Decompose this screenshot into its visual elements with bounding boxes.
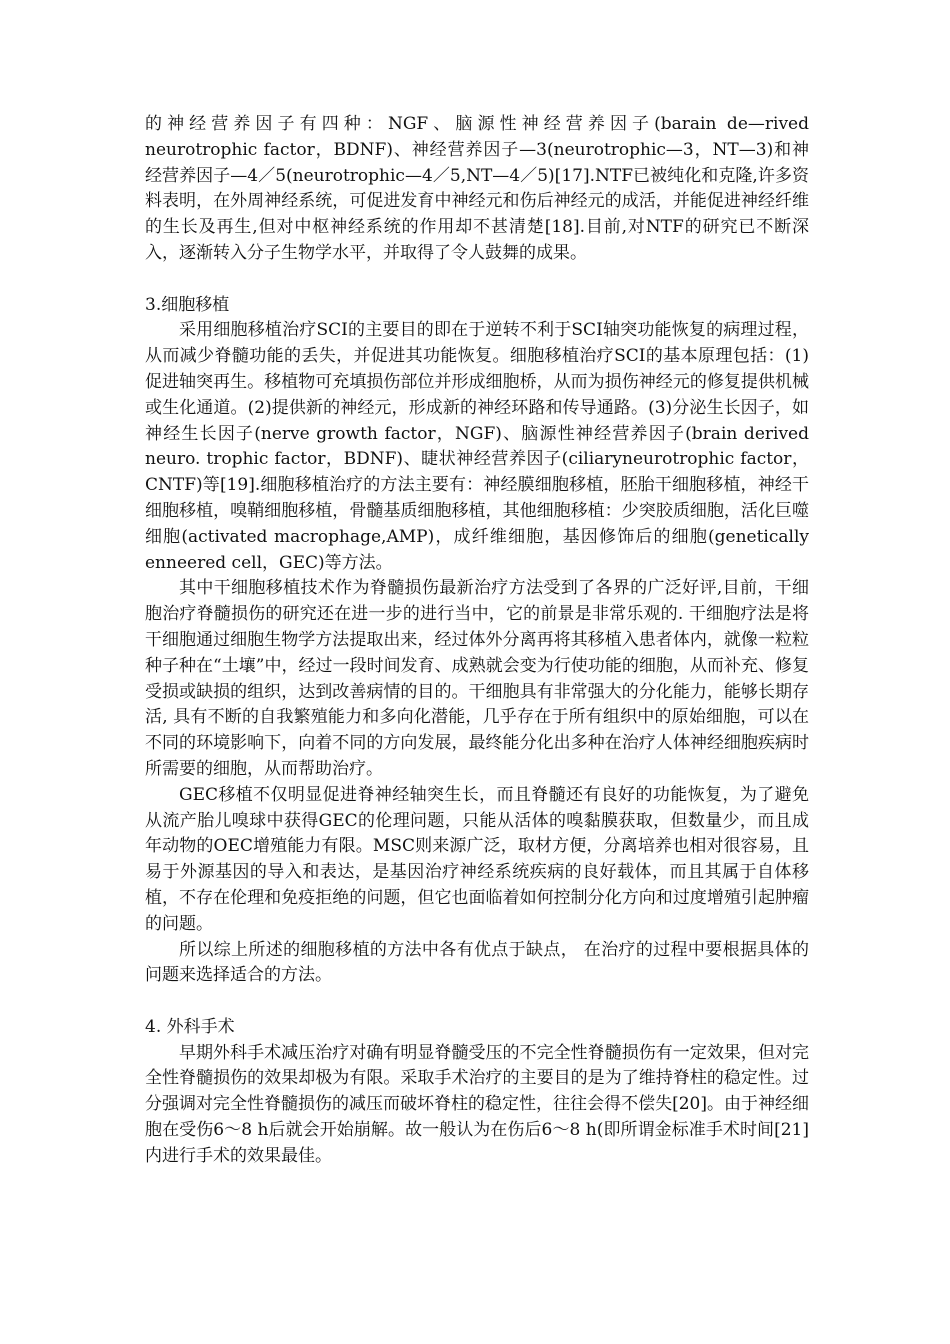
- section-gap: [145, 267, 809, 293]
- section-4-paragraph-1: 早期外科手术减压治疗对确有明显脊髓受压的不完全性脊髓损伤有一定效果，但对完全性脊髓损伤的效果却极为有限。采取手术治疗的主要目的是为了维持脊柱的稳定性。过分强调对完全性脊髓损伤的减压而破坏脊柱的稳定性，往往会得不偿失[20]。由于神经细胞在受伤6～8 h后就会开始崩解。故一般认为在伤后6～8 h(即所谓金标准手术时间[21]内进行手术的效果最佳。: [145, 1042, 809, 1166]
- section-3-paragraph-3: GEC移植不仅明显促进脊神经轴突生长，而且脊髓还有良好的功能恢复，为了避免从流产胎儿嗅球中获得GEC的伦理问题，只能从活体的嗅黏膜获取，但数量少，而且成年动物的OEC增殖能力有限。MSC则来源广泛，取材方便，分离培养也相对很容易，且易于外源基因的导入和表达，是基因治疗神经系统疾病的良好载体，而且其属于自体移植，不存在伦理和免疫拒绝的问题，但它也面临着如何控制分化方向和过度增殖引起肿瘤的问题。: [145, 784, 809, 934]
- section-3-paragraph-4: 所以综上所述的细胞移植的方法中各有优点于缺点， 在治疗的过程中要根据具体的问题来选择适合的方法。: [145, 939, 809, 986]
- section-3-heading: 3.细胞移植: [145, 294, 230, 315]
- section-3-paragraph-2: 其中干细胞移植技术作为脊髓损伤最新治疗方法受到了各界的广泛好评,目前，干细胞治疗脊髓损伤的研究还在进一步的进行当中，它的前景是非常乐观的. 干细胞疗法是将干细胞通过细胞生物学方法提取出来，经过体外分离再将其移植入患者体内，就像一粒粒种子种在“土壤”中，经过一段时间发育、成熟就会变为行使功能的细胞，从而补充、修复受损或缺损的组织，达到改善病情的目的。干细胞具有非常强大的分化能力，能够长期存活, 具有不断的自我繁殖能力和多向化潜能，几乎存在于所有组织中的原始细胞，可以在不同的环境影响下，向着不同的方向发展，最终能分化出多种在治疗人体神经细胞疾病时所需要的细胞，从而帮助治疗。: [145, 578, 809, 779]
- section-gap: [145, 989, 809, 1015]
- document-page: [145, 112, 809, 1170]
- section-3-paragraph-1: 采用细胞移植治疗SCI的主要目的即在于逆转不利于SCI轴突功能恢复的病理过程，从而减少脊髓功能的丢失，并促进其功能恢复。细胞移植治疗SCI的基本原理包括：(1)促进轴突再生。移植物可充填损伤部位并形成细胞桥，从而为损伤神经元的修复提供机械或生化通道。(2)提供新的神经元，形成新的神经环路和传导通路。(3)分泌生长因子，如神经生长因子(nerve growth factor，NGF)、脑源性神经营养因子(brain derived neuro. trophic factor，BDNF)、睫状神经营养因子(ciliaryneurotrophic factor，CNTF)等[19].细胞移植治疗的方法主要有：神经膜细胞移植，胚胎干细胞移植，神经干细胞移植，嗅鞘细胞移植，骨髓基质细胞移植，其他细胞移植：少突胶质细胞，活化巨噬细胞(activated macrophage,AMP)，成纤维细胞，基因修饰后的细胞(genetically enneered cell，GEC)等方法。: [145, 320, 809, 573]
- intro-paragraph: 的神经营养因子有四种：NGF、脑源性神经营养因子(barain de—rived neurotrophic factor，BDNF)、神经营养因子—3(neurotrophic—3，NT—3)和神经营养因子—4／5(neurotrophic—4／5,NT—4／5)[17].NTF已被纯化和克隆,许多资料表明，在外周神经系统，可促进发育中神经元和伤后神经元的成活，并能促进神经纤维的生长及再生,但对中枢神经系统的作用却不甚清楚[18].目前,对NTF的研究已不断深入，逐渐转入分子生物学水平，并取得了令人鼓舞的成果。: [145, 114, 809, 263]
- section-4-heading: 4. 外科手术: [145, 1016, 235, 1037]
